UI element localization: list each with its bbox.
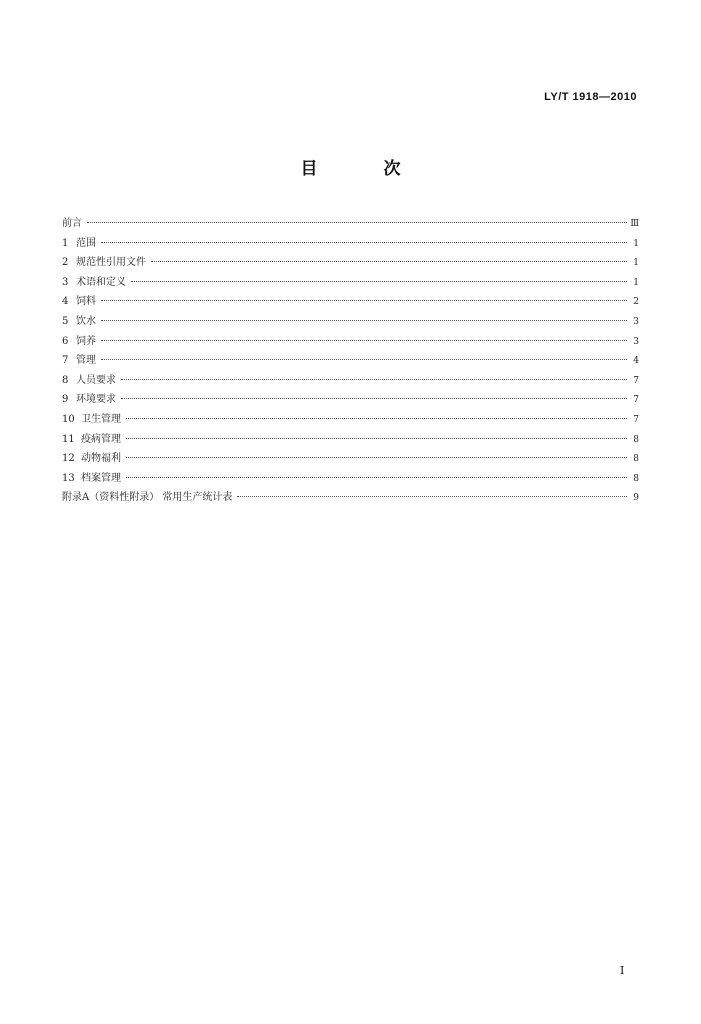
toc-entry-page: 8 (633, 454, 639, 465)
toc-entry-title: 规范性引用文件 (76, 257, 146, 269)
toc-entry-title: 附录A（资料性附录） 常用生产统计表 (62, 492, 233, 504)
toc-dot-leader (101, 320, 627, 321)
toc-entry-page: 8 (633, 434, 639, 445)
toc-entry-title: 疫病管理 (81, 433, 121, 445)
page-title: 目 次 (300, 159, 431, 179)
toc-entry[interactable] (62, 449, 639, 469)
toc-entry-page: 9 (633, 493, 639, 504)
toc-entry[interactable] (62, 273, 639, 293)
toc-entry-number: 10 (62, 413, 75, 425)
toc-entry-label (62, 292, 99, 312)
toc-entry[interactable] (62, 332, 639, 352)
toc-dot-leader (126, 418, 627, 419)
toc-entry-number: 12 (62, 453, 75, 465)
toc-entry-title: 饲养 (76, 335, 96, 347)
toc-entry-label (62, 410, 124, 430)
toc-entry-number: 3 (62, 276, 69, 288)
toc-entry[interactable] (62, 469, 639, 489)
toc-entry-title: 环境要求 (76, 394, 116, 406)
toc-dot-leader (121, 398, 627, 399)
toc-entry-label (62, 371, 119, 391)
toc-entry-number: 1 (62, 237, 69, 249)
toc-dot-leader (151, 261, 627, 262)
page-number: I (620, 964, 625, 977)
toc-entry-page: 3 (633, 336, 639, 347)
toc-entry-page: 7 (633, 395, 639, 406)
toc-entry-label (62, 449, 124, 469)
toc-entry-label (62, 234, 99, 254)
toc-entry-number: 2 (62, 257, 69, 269)
toc-entry-title: 范围 (76, 237, 96, 249)
toc-dot-leader (101, 300, 627, 301)
toc-entry-label (62, 214, 85, 234)
toc-entry-label (62, 273, 129, 293)
toc-entry-label (62, 312, 99, 332)
toc-entry-label (62, 351, 99, 371)
toc-entry[interactable] (62, 430, 639, 450)
toc-entry[interactable] (62, 253, 639, 273)
toc-entry-number: 6 (62, 335, 69, 347)
toc-entry-number: 13 (62, 472, 75, 484)
toc-entry-title: 术语和定义 (76, 276, 126, 288)
toc-dot-leader (101, 242, 627, 243)
toc-entry[interactable] (62, 371, 639, 391)
toc-entry-title: 前言 (62, 218, 82, 229)
toc-entry-label (62, 332, 99, 352)
toc-entry[interactable] (62, 292, 639, 312)
toc-entry[interactable] (62, 390, 639, 410)
toc-entry-title: 人员要求 (76, 374, 116, 386)
toc-entry[interactable] (62, 410, 639, 430)
toc-dot-leader (237, 496, 627, 497)
toc-dot-leader (101, 359, 627, 360)
toc-entry-number: 4 (62, 296, 69, 308)
toc-entry-title: 档案管理 (81, 472, 121, 484)
toc-entry-title: 管理 (76, 355, 96, 367)
toc-entry-page: 4 (633, 356, 639, 367)
standard-number: LY/T 1918—2010 (544, 91, 637, 103)
toc-dot-leader (126, 477, 627, 478)
toc-dot-leader (131, 281, 627, 282)
toc-entry-number: 9 (62, 394, 69, 406)
toc-dot-leader (126, 438, 627, 439)
toc-entry[interactable] (62, 351, 639, 371)
toc-entry-number: 7 (62, 355, 69, 367)
toc-entry-label (62, 430, 124, 450)
toc-entry-page: 8 (633, 473, 639, 484)
toc-dot-leader (126, 457, 627, 458)
toc-entry-number: 8 (62, 374, 69, 386)
toc-dot-leader (87, 222, 627, 223)
toc-entry-label (62, 390, 119, 410)
toc-entry-title: 动物福利 (81, 453, 121, 465)
toc-entry-label (62, 469, 124, 489)
toc-entry-number: 5 (62, 315, 69, 327)
toc-entry-number: 11 (62, 433, 75, 445)
toc-entry-page: 2 (633, 297, 639, 308)
toc-entry[interactable] (62, 488, 639, 508)
toc-dot-leader (101, 340, 627, 341)
toc-entry-label (62, 253, 149, 273)
toc-entry-page: 7 (633, 414, 639, 425)
toc-entry-label (62, 488, 235, 508)
toc-entry-page: 1 (633, 277, 639, 288)
toc-entry-page: 1 (633, 258, 639, 269)
toc-entry[interactable] (62, 214, 639, 234)
toc-entry[interactable] (62, 234, 639, 254)
toc-entry-page: 7 (633, 375, 639, 386)
table-of-contents (62, 214, 639, 508)
toc-entry-page: Ⅲ (630, 219, 639, 229)
toc-entry[interactable] (62, 312, 639, 332)
toc-entry-title: 饲料 (76, 296, 96, 308)
toc-entry-title: 饮水 (76, 315, 96, 327)
toc-entry-page: 1 (633, 238, 639, 249)
toc-entry-page: 3 (633, 316, 639, 327)
toc-entry-title: 卫生管理 (81, 413, 121, 425)
toc-dot-leader (121, 379, 627, 380)
